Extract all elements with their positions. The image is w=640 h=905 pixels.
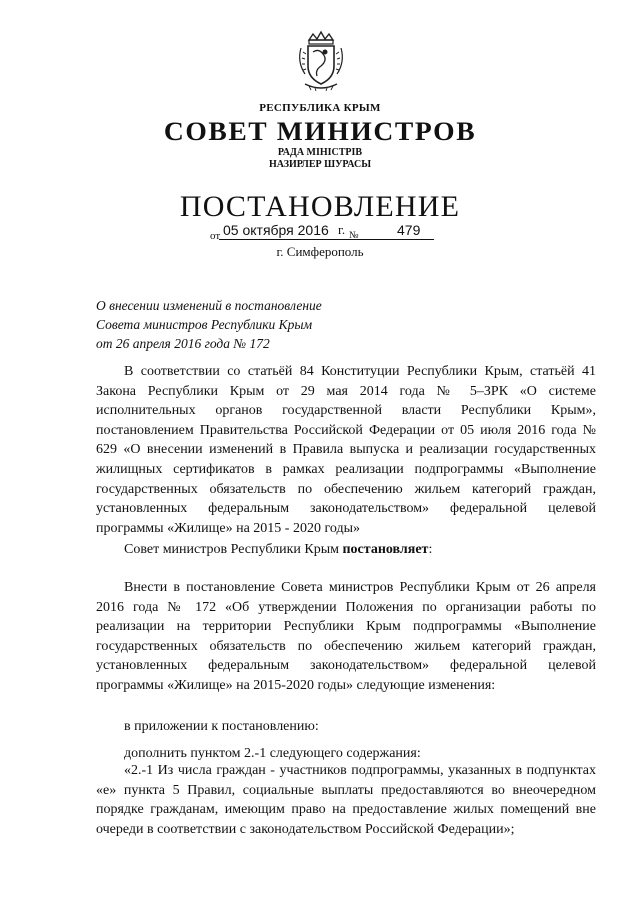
number-prefix: № (349, 230, 359, 241)
year-suffix: г. (338, 222, 346, 237)
council-name: СОВЕТ МИНИСТРОВ (163, 117, 477, 146)
paragraph-amendment: Внести в постановление Совета министров Республики Крым от 26 апреля 2016 года № 172 «Об утверждении Положения по организации работы по реализации на территории Республики Крым подпрограммы «Выполнение государственных обязательств по обеспечению жильем категорий граждан, установленных федеральным законодательством» федеральной целевой программы «Жилище» на 2015-2020 годы» следующие изменения: (96, 580, 596, 693)
decree-number: 479 (397, 222, 421, 238)
paragraph-supplement: дополнить пунктом 2.-1 следующего содержания: (124, 746, 421, 761)
document-title (96, 296, 322, 353)
coat-of-arms-icon (295, 30, 347, 92)
date-underline (219, 239, 434, 240)
resolves-keyword: постановляет (342, 542, 429, 557)
council-name-ukrainian: РАДА МІНІСТРІВ (277, 147, 363, 158)
decree-heading: ПОСТАНОВЛЕНИЕ (179, 190, 461, 223)
city: г. Симферополь (276, 244, 364, 259)
resolves-colon: : (428, 542, 433, 557)
title-line-2: Совета министров Республики Крым (96, 317, 313, 332)
resolves-text: Совет министров Республики Крым (124, 542, 343, 557)
republic-name: РЕСПУБЛИКА КРЫМ (259, 102, 381, 114)
title-line-1: О внесении изменений в постановление (96, 298, 322, 313)
paragraph-preamble: В соответствии со статьёй 84 Конституции Республики Крым, статьёй 41 Закона Республики Крым от 29 мая 2014 года № 5–ЗРК «О системе исполнительных органов государственной власти Республики Крым», постановлением Правительства Российской Федерации от 05 июля 2016 года № 629 «О внесении изменений в Правила выпуска и реализации государственных жилищных сертификатов в рамках реализации подпрограммы «Выполнение государственных обязательств по обеспечению жильем категорий граждан, установленных федеральным законодательством» федеральной целевой программы «Жилище» на 2015 - 2020 годы» (96, 364, 596, 536)
paragraph-clause: «2.-1 Из числа граждан - участников подпрограммы, указанных в подпунктах «е» пункта 5 Правил, социальные выплаты предоставляются во внеочередном порядке гражданам, имеющим право на предоставление жилых помещений вне очереди в соответствии с законодательством Российской Федерации»; (96, 763, 596, 837)
decree-date-line (210, 222, 440, 244)
council-name-crimean-tatar: НАЗИРЛЕР ШУРАСЫ (268, 159, 372, 170)
date-prefix: от (210, 230, 221, 242)
paragraph-appendix: в приложении к постановлению: (124, 719, 319, 734)
decree-date: 05 октября 2016 (223, 222, 329, 238)
title-line-3: от 26 апреля 2016 года № 172 (96, 336, 270, 351)
paragraph-resolves (96, 540, 596, 560)
